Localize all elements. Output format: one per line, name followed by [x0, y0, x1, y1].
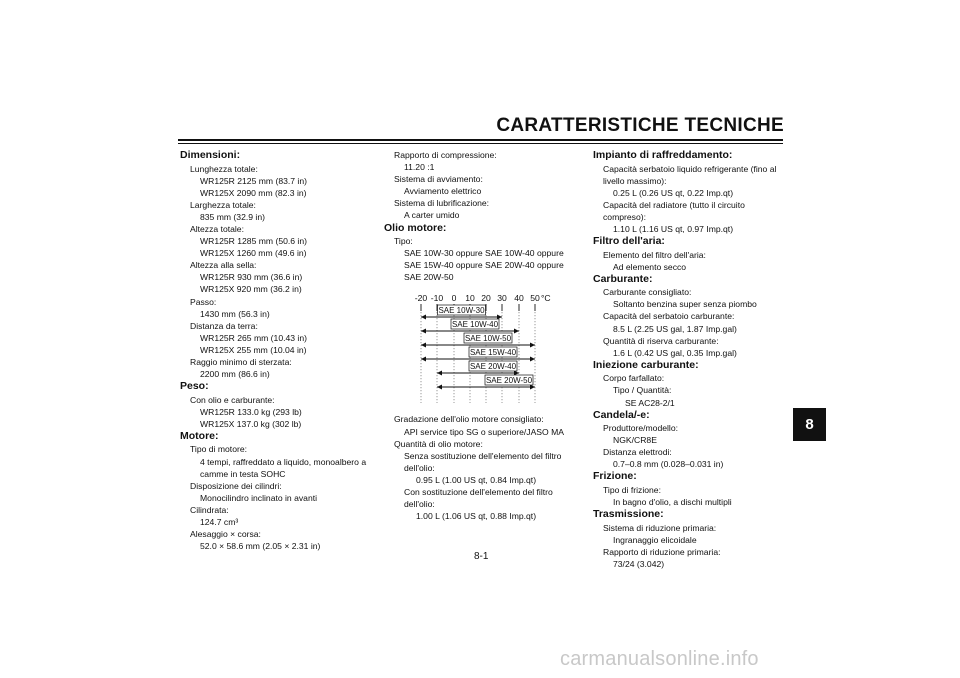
- spec-label: Altezza totale:: [190, 223, 244, 234]
- spec-value: 0.25 L (0.26 US qt, 0.22 Imp.qt): [613, 187, 734, 198]
- spec-value: A carter umido: [404, 210, 460, 221]
- spec-label: compreso):: [603, 211, 646, 222]
- spec-label: Quantità di olio motore:: [394, 438, 483, 449]
- spec-label: Raggio minimo di sterzata:: [190, 357, 292, 367]
- chart-tick-label: 20: [481, 293, 491, 304]
- chart-tick-label: 0: [451, 293, 457, 304]
- spec-label: Sistema di avviamento:: [394, 174, 483, 185]
- range-arrow-right: [530, 343, 535, 348]
- section-heading: Trasmissione:: [593, 508, 664, 521]
- spec-value: Avviamento elettrico: [404, 186, 482, 197]
- range-arrow-right: [530, 357, 535, 362]
- spec-label: Produttore/modello:: [603, 423, 678, 434]
- chart-tick-label: 10: [465, 293, 475, 304]
- range-arrow-left: [421, 315, 426, 320]
- spec-label: Lunghezza totale:: [190, 163, 258, 174]
- section-heading: Filtro dell'aria:: [593, 235, 665, 248]
- spec-label: Gradazione dell'olio motore consigliato:: [394, 414, 544, 425]
- spec-value: 1.6 L (0.42 US gal, 0.35 Imp.gal): [613, 347, 737, 358]
- spec-value: 8.5 L (2.25 US gal, 1.87 Imp.gal): [613, 323, 737, 334]
- range-label: SAE 10W-30: [438, 306, 485, 316]
- spec-label: Sistema di lubrificazione:: [394, 198, 490, 209]
- chart-unit-label: °C: [541, 293, 551, 304]
- spec-value: 11.20 :1: [404, 162, 435, 173]
- chart-tick-label: 30: [497, 293, 507, 304]
- spec-value: Ad elemento secco: [613, 261, 687, 272]
- spec-value: 73/24 (3.042): [613, 558, 665, 569]
- chart-tick-label: 50: [530, 293, 540, 304]
- section-heading: Dimensioni:: [180, 149, 241, 161]
- spec-value: WR125X 255 mm (10.04 in): [200, 344, 307, 355]
- column-right: [593, 149, 776, 570]
- spec-label: livello massimo):: [603, 175, 667, 186]
- chapter-tab[interactable]: 8: [793, 408, 826, 441]
- spec-value: 0.95 L (1.00 US qt, 0.84 Imp.qt): [416, 474, 537, 485]
- spec-label: Corpo farfallato:: [603, 373, 665, 384]
- spec-label: Tipo di frizione:: [603, 484, 661, 495]
- section-heading: Olio motore:: [384, 221, 447, 234]
- spec-value: dell'olio:: [404, 499, 435, 510]
- chart-tick-label: -20: [414, 293, 428, 304]
- spec-label: Capacità del radiatore (tutto il circuito: [603, 199, 745, 210]
- spec-value: 1.10 L (1.16 US qt, 0.97 Imp.qt): [613, 223, 734, 234]
- section-heading: Candela/-e:: [593, 408, 650, 421]
- spec-label: Altezza alla sella:: [190, 260, 257, 271]
- title-rule: [178, 139, 783, 141]
- spec-value: Ingranaggio elicoidale: [613, 534, 697, 545]
- spec-value: 124.7 cm³: [200, 517, 239, 528]
- spec-label: Passo:: [190, 296, 217, 307]
- spec-label: Cilindrata:: [190, 504, 229, 515]
- spec-value: WR125X 1260 mm (49.6 in): [200, 248, 307, 259]
- spec-value: WR125R 930 mm (36.6 in): [200, 272, 303, 283]
- range-arrow-right: [514, 329, 519, 334]
- spec-value: In bagno d'olio, a dischi multipli: [613, 497, 732, 508]
- spec-label: Carburante consigliato:: [603, 287, 692, 298]
- section-heading: Frizione:: [593, 470, 637, 483]
- spec-label: Capacità del serbatoio carburante:: [603, 311, 735, 322]
- section-heading: Motore:: [180, 429, 219, 442]
- spec-label: Tipo:: [394, 236, 413, 247]
- oil-viscosity-chart: [384, 291, 574, 409]
- column-middle: [384, 149, 574, 522]
- spec-value: Con sostituzione dell'elemento del filtro: [404, 487, 553, 497]
- spec-label: Distanza da terra:: [190, 320, 258, 331]
- watermark: carmanualsonline.info: [560, 648, 759, 670]
- range-arrow-left: [421, 343, 426, 348]
- section-heading: Iniezione carburante:: [593, 358, 699, 371]
- spec-label: Sistema di riduzione primaria:: [603, 522, 717, 533]
- spec-value: NGK/CR8E: [613, 435, 657, 446]
- title-rule-thin: [178, 143, 783, 144]
- spec-value: SAE 20W-50: [404, 272, 454, 283]
- spec-label: Rapporto di riduzione primaria:: [603, 546, 721, 557]
- range-label: SAE 20W-50: [485, 376, 533, 386]
- chart-tick-label: -10: [430, 293, 444, 304]
- page-number: 8-1: [474, 551, 489, 562]
- range-label: SAE 20W-40: [469, 362, 517, 372]
- section-heading: Peso:: [180, 380, 209, 393]
- range-label: SAE 10W-40: [451, 320, 499, 330]
- spec-label: Quantità di riserva carburante:: [603, 335, 719, 346]
- section-heading: Carburante:: [593, 272, 653, 285]
- range-arrow-left: [437, 371, 442, 376]
- spec-label: Elemento del filtro dell'aria:: [603, 249, 706, 260]
- spec-value: WR125R 2125 mm (83.7 in): [200, 175, 307, 186]
- spec-value: WR125R 1285 mm (50.6 in): [200, 236, 307, 247]
- spec-value: Monocilindro inclinato in avanti: [200, 492, 318, 503]
- spec-value: WR125R 265 mm (10.43 in): [200, 332, 307, 343]
- range-arrow-left: [421, 357, 426, 362]
- spec-label: Con olio e carburante:: [190, 394, 275, 405]
- spec-label: Larghezza totale:: [190, 199, 256, 210]
- column-left: [180, 149, 366, 552]
- range-label: SAE 10W-50: [464, 334, 512, 344]
- spec-value: 1.00 L (1.06 US qt, 0.88 Imp.qt): [416, 511, 537, 522]
- chart-tick-label: 40: [514, 293, 524, 304]
- spec-value: WR125X 920 mm (36.2 in): [200, 284, 302, 295]
- spec-value: SE AC28-2/1: [625, 397, 675, 408]
- spec-value: 2200 mm (86.6 in): [200, 369, 270, 380]
- range-arrow-left: [437, 385, 442, 390]
- spec-value: WR125R 133.0 kg (293 lb): [200, 406, 302, 417]
- page-title: CARATTERISTICHE TECNICHE: [496, 115, 784, 136]
- spec-value: Senza sostituzione dell'elemento del filtro: [404, 450, 562, 461]
- spec-value: dell'olio:: [404, 462, 435, 473]
- range-arrow-left: [421, 329, 426, 334]
- spec-label: Rapporto di compressione:: [394, 150, 497, 160]
- spec-label: Disposizione dei cilindri:: [190, 480, 282, 491]
- section-heading: Impianto di raffreddamento:: [593, 149, 733, 161]
- spec-value: SAE 10W-30 oppure SAE 10W-40 oppure: [404, 248, 564, 259]
- spec-label: Distanza elettrodi:: [603, 447, 672, 458]
- spec-label: Tipo / Quantità:: [613, 385, 672, 396]
- spec-label: Alesaggio × corsa:: [190, 529, 261, 540]
- spec-value: 4 tempi, raffreddato a liquido, monoalbero a: [200, 456, 367, 467]
- range-label: SAE 15W-40: [469, 348, 517, 358]
- spec-value: API service tipo SG o superiore/JASO MA: [404, 426, 564, 437]
- spec-label: Tipo di motore:: [190, 444, 247, 455]
- spec-value: Soltanto benzina super senza piombo: [613, 299, 757, 310]
- spec-value: camme in testa SOHC: [200, 468, 286, 479]
- spec-value: 0.7–0.8 mm (0.028–0.031 in): [613, 459, 724, 470]
- spec-label: Capacità serbatoio liquido refrigerante (fino al: [603, 163, 777, 174]
- spec-value: 1430 mm (56.3 in): [200, 308, 270, 319]
- spec-value: SAE 15W-40 oppure SAE 20W-40 oppure: [404, 260, 564, 271]
- spec-value: 52.0 × 58.6 mm (2.05 × 2.31 in): [200, 541, 321, 552]
- spec-value: 835 mm (32.9 in): [200, 211, 265, 222]
- spec-value: WR125X 2090 mm (82.3 in): [200, 187, 307, 198]
- spec-value: WR125X 137.0 kg (302 lb): [200, 418, 302, 429]
